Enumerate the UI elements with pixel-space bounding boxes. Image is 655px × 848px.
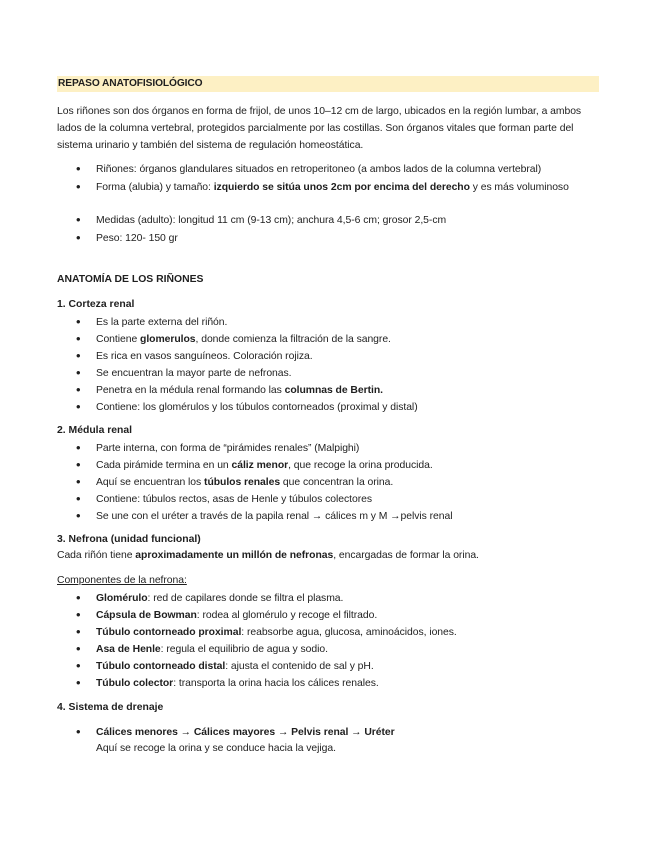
component-tubulo-distal (96, 660, 374, 674)
corteza-bullet-6: Contiene: los glomérulos y los túbulos contorneados (proximal y distal) (96, 402, 418, 413)
bullet-icon: • (76, 590, 81, 605)
text-run: : ajusta el contenido de sal y pH. (225, 661, 374, 672)
bullet-icon: • (76, 724, 81, 739)
medula-bullet-1: Parte interna, con forma de “pirámides renales” (Malpighi) (96, 443, 360, 454)
bullet-icon: • (76, 491, 81, 506)
text-run: Cada riñón tiene (57, 550, 136, 561)
medula-bullet-4: Contiene: túbulos rectos, asas de Henle y túbulos colectores (96, 494, 372, 505)
bullet-icon: • (76, 607, 81, 622)
text-run: : rodea al glomérulo y recoge el filtrado. (196, 610, 378, 621)
bold-run: Túbulo contorneado distal (96, 661, 226, 672)
text-run: Cada pirámide termina en un (96, 460, 232, 471)
corteza-bullet-3: Es rica en vasos sanguíneos. Coloración rojiza. (96, 351, 313, 362)
bold-run: glomerulos (140, 334, 196, 345)
text-run: , encargadas de formar la orina. (333, 550, 479, 561)
bold-run: Túbulo contorneado proximal (96, 627, 242, 638)
bullet-icon: • (76, 457, 81, 472)
text-run: : regula el equilibrio de agua y sodio. (160, 644, 328, 655)
text-run: Contiene (96, 334, 141, 345)
medula-bullet-2 (96, 459, 433, 473)
component-asa-henle (96, 643, 328, 657)
bullet-icon: • (76, 365, 81, 380)
bullet-icon: • (76, 212, 81, 227)
title-highlight (57, 76, 599, 92)
drenaje-bullet-1-line2: Aquí se recoge la orina y se conduce hacia la vejiga. (96, 743, 336, 754)
text-run: y es más voluminoso (469, 182, 569, 193)
bold-run: túbulos renales (204, 477, 281, 488)
bold-run: Cápsula de Bowman (96, 610, 197, 621)
bullet-icon: • (76, 161, 81, 176)
text-run: : transporta la orina hacia los cálices renales. (173, 678, 379, 689)
bullet-icon: • (76, 658, 81, 673)
text-run: Forma (alubia) y tamaño: (96, 182, 214, 193)
medula-heading: 2. Médula renal (57, 425, 133, 436)
medula-bullet-5: Se une con el uréter a través de la papila renal → cálices m y M →pelvis renal (96, 511, 453, 522)
nefrona-heading: 3. Nefrona (unidad funcional) (57, 534, 201, 545)
text-run: , que recoge la orina producida. (288, 460, 433, 471)
document-title: REPASO ANATOFISIOLÓGICO (58, 78, 203, 89)
bullet-icon: • (76, 624, 81, 639)
anatomy-heading: ANATOMÍA DE LOS RIÑONES (57, 274, 204, 285)
corteza-bullet-5 (96, 384, 383, 398)
bold-run: columnas de Bertin. (284, 385, 383, 396)
bold-run: Túbulo colector (96, 678, 174, 689)
component-capsula (96, 609, 377, 623)
bold-run: cáliz menor (231, 460, 289, 471)
bullet-icon: • (76, 348, 81, 363)
bullet-icon: • (76, 675, 81, 690)
component-tubulo-colector (96, 677, 379, 691)
intro-bullet-2 (96, 180, 576, 196)
component-tubulo-proximal (96, 626, 457, 640)
bullet-icon: • (76, 440, 81, 455)
bullet-icon: • (76, 179, 81, 194)
bullet-icon: • (76, 230, 81, 245)
text-run: : red de capilares donde se filtra el plasma. (147, 593, 344, 604)
component-glomerulo (96, 592, 343, 606)
bullet-icon: • (76, 331, 81, 346)
bullet-icon: • (76, 474, 81, 489)
bullet-icon: • (76, 508, 81, 523)
bullet-icon: • (76, 399, 81, 414)
corteza-bullet-4: Se encuentran la mayor parte de nefronas. (96, 368, 292, 379)
components-label: Componentes de la nefrona: (57, 575, 187, 586)
bullet-icon: • (76, 641, 81, 656)
drenaje-heading: 4. Sistema de drenaje (57, 702, 164, 713)
corteza-heading: 1. Corteza renal (57, 299, 135, 310)
nefrona-line (57, 549, 479, 563)
intro-bullet-4: Peso: 120- 150 gr (96, 233, 178, 244)
bold-run: izquierdo se sitúa unos 2cm por encima del derecho (213, 182, 470, 193)
intro-paragraph: Los riñones son dos órganos en forma de frijol, de unos 10–12 cm de largo, ubicados en la región lumbar, a ambos lados de la columna vertebral, protegidos parcialmente por las costillas. Son órganos vitales que forman parte del sistema urinario y también del sistema de regulación homeostática. (57, 106, 582, 151)
bullet-icon: • (76, 382, 81, 397)
bold-run: Asa de Henle (96, 644, 161, 655)
text-run: , donde comienza la filtración de la sangre. (195, 334, 391, 345)
text-run: : reabsorbe agua, glucosa, aminoácidos, iones. (241, 627, 457, 638)
intro-bullet-3: Medidas (adulto): longitud 11 cm (9-13 cm); anchura 4,5-6 cm; grosor 2,5-cm (96, 215, 447, 226)
bold-run: Glomérulo (96, 593, 148, 604)
corteza-bullet-2 (96, 333, 391, 347)
bold-run: aproximadamente un millón de nefronas (135, 550, 334, 561)
bullet-icon: • (76, 314, 81, 329)
drenaje-bullet-1: Cálices menores → Cálices mayores → Pelvis renal → Uréter (96, 727, 395, 738)
text-run: Aquí se encuentran los (96, 477, 205, 488)
intro-bullet-1: Riñones: órganos glandulares situados en retroperitoneo (a ambos lados de la columna vertebral) (96, 164, 542, 175)
text-run: Penetra en la médula renal formando las (96, 385, 285, 396)
corteza-bullet-1: Es la parte externa del riñón. (96, 317, 228, 328)
medula-bullet-3 (96, 476, 393, 490)
text-run: que concentran la orina. (280, 477, 394, 488)
